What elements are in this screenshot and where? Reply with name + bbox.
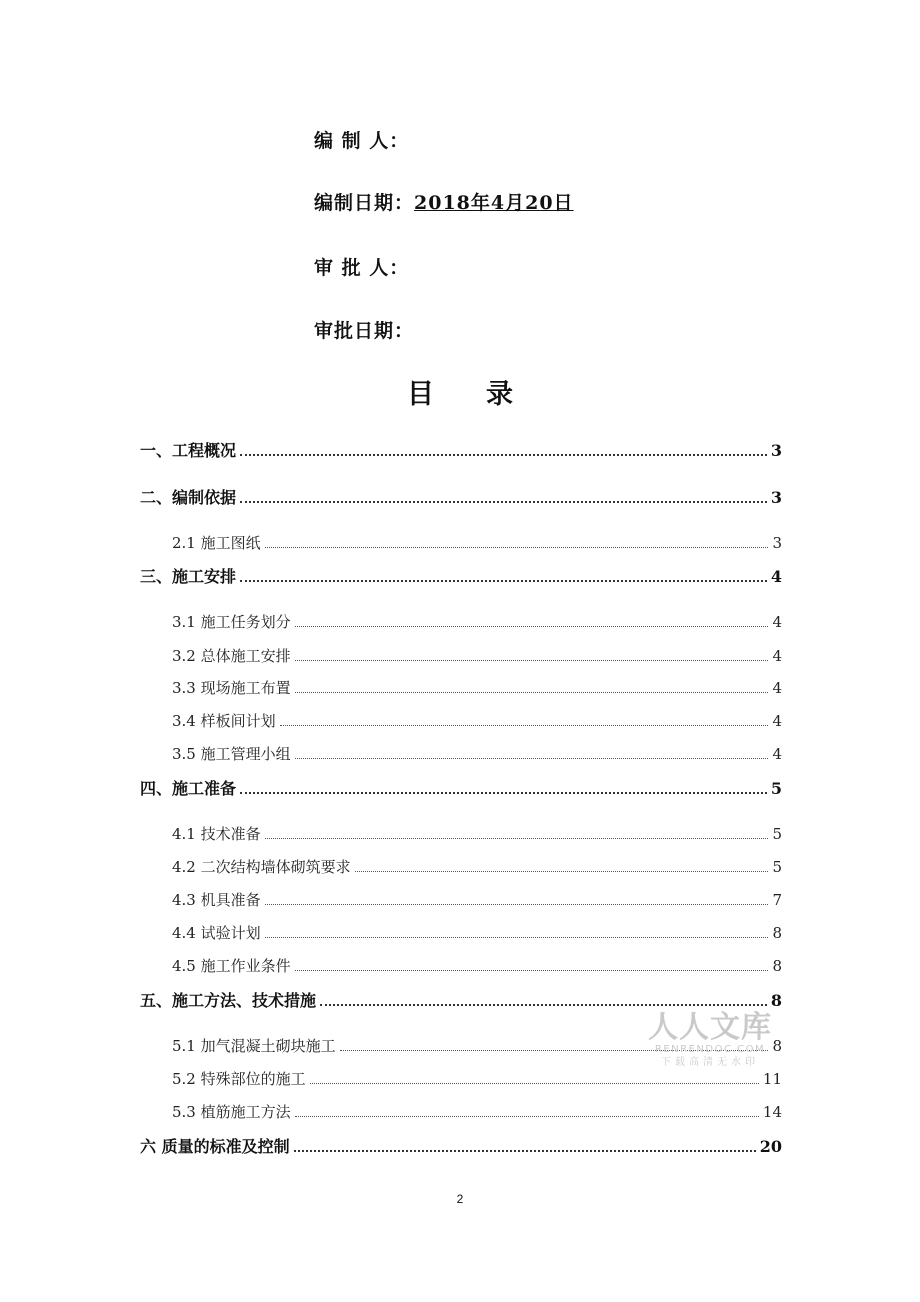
toc-title bbox=[0, 372, 920, 411]
toc-leader bbox=[295, 1115, 759, 1117]
toc-entry[interactable] bbox=[140, 438, 782, 461]
toc-entry-page: 4 bbox=[772, 613, 782, 631]
toc-entry-label: 4.1 技术准备 bbox=[172, 825, 261, 843]
toc-entry-page: 5 bbox=[772, 858, 782, 876]
toc-entry[interactable] bbox=[172, 677, 782, 698]
toc-entry[interactable] bbox=[172, 710, 782, 731]
compile-date-value: 2018年4月20日 bbox=[414, 192, 574, 214]
toc-entry-page: 8 bbox=[772, 957, 782, 975]
toc-entry-label: 3.1 施工任务划分 bbox=[172, 613, 291, 631]
toc-leader bbox=[265, 546, 768, 548]
toc-leader bbox=[310, 1082, 759, 1084]
toc-entry-page: 3 bbox=[770, 441, 782, 460]
toc-entry[interactable] bbox=[140, 485, 782, 508]
toc-entry-label: 3.2 总体施工安排 bbox=[172, 647, 291, 665]
toc-entry[interactable] bbox=[172, 856, 782, 877]
compile-date-label: 编制日期： bbox=[314, 192, 415, 214]
toc-entry-label: 5.3 植筋施工方法 bbox=[172, 1103, 291, 1121]
toc-entry[interactable] bbox=[140, 776, 782, 799]
toc-entry-page: 8 bbox=[772, 924, 782, 942]
toc-leader bbox=[240, 791, 767, 794]
toc-entry[interactable] bbox=[172, 532, 782, 553]
toc-entry-label: 二、编制依据 bbox=[140, 488, 237, 507]
toc-entry-label: 4.4 试验计划 bbox=[172, 924, 261, 942]
toc-title-char-1: 目 bbox=[407, 379, 434, 410]
toc-entry-page: 5 bbox=[770, 779, 782, 798]
toc-leader bbox=[280, 724, 768, 726]
toc-entry[interactable] bbox=[172, 743, 782, 764]
toc-leader bbox=[240, 453, 767, 456]
compiler-label: 编 制 人： bbox=[314, 130, 410, 152]
watermark-main: 人人文库 bbox=[648, 1010, 772, 1045]
toc-entry-page: 4 bbox=[772, 679, 782, 697]
toc-entry-page: 8 bbox=[770, 991, 782, 1010]
toc-entry[interactable] bbox=[172, 922, 782, 943]
toc-entry[interactable] bbox=[172, 611, 782, 632]
approve-date-line bbox=[314, 316, 414, 343]
compile-date-line bbox=[314, 188, 574, 215]
toc-leader bbox=[295, 969, 768, 971]
toc-entry[interactable] bbox=[140, 988, 782, 1011]
watermark-tagline: 下载高清无水印 bbox=[661, 1057, 759, 1068]
toc-leader bbox=[295, 691, 768, 693]
toc-title-char-2: 录 bbox=[486, 379, 513, 410]
toc-entry-page: 4 bbox=[772, 647, 782, 665]
watermark-logo bbox=[646, 1012, 774, 1070]
toc-entry-label: 5.2 特殊部位的施工 bbox=[172, 1070, 306, 1088]
toc-leader bbox=[295, 659, 768, 661]
toc-entry-label: 三、施工安排 bbox=[140, 567, 237, 586]
compiler-line bbox=[314, 126, 409, 153]
toc-entry-page: 7 bbox=[772, 891, 782, 909]
toc-entry-label: 一、工程概况 bbox=[140, 441, 237, 460]
toc-entry-label: 五、施工方法、技术措施 bbox=[140, 991, 317, 1010]
toc-entry-label: 2.1 施工图纸 bbox=[172, 534, 261, 552]
toc-leader bbox=[295, 625, 768, 627]
toc-entry[interactable] bbox=[172, 1101, 782, 1122]
toc-entry-label: 4.3 机具准备 bbox=[172, 891, 261, 909]
toc-leader bbox=[294, 1149, 756, 1152]
toc-entry-page: 20 bbox=[759, 1137, 782, 1156]
toc-entry-label: 3.3 现场施工布置 bbox=[172, 679, 291, 697]
toc-entry-label: 5.1 加气混凝土砌块施工 bbox=[172, 1037, 336, 1055]
toc-entry-label: 3.5 施工管理小组 bbox=[172, 745, 291, 763]
toc-entry-label: 4.2 二次结构墙体砌筑要求 bbox=[172, 858, 351, 876]
watermark-domain: RENRENDOC.COM bbox=[654, 1044, 766, 1055]
toc-entry-page: 8 bbox=[772, 1037, 782, 1055]
page-number: 2 bbox=[456, 1192, 464, 1206]
toc-entry[interactable] bbox=[172, 955, 782, 976]
toc-entry[interactable] bbox=[140, 564, 782, 587]
toc-entry-page: 14 bbox=[762, 1103, 782, 1121]
approve-date-label: 审批日期： bbox=[314, 320, 415, 342]
toc-entry-page: 5 bbox=[772, 825, 782, 843]
toc-entry-page: 3 bbox=[772, 534, 782, 552]
toc-entry-page: 11 bbox=[762, 1070, 782, 1088]
toc-entry[interactable] bbox=[172, 823, 782, 844]
toc-entry-label: 四、施工准备 bbox=[140, 779, 237, 798]
toc-entry-page: 3 bbox=[770, 488, 782, 507]
toc-entry-page: 4 bbox=[772, 745, 782, 763]
toc-leader bbox=[265, 903, 768, 905]
toc-entry-page: 4 bbox=[770, 567, 782, 586]
toc-leader bbox=[355, 870, 768, 872]
approver-line bbox=[314, 253, 409, 280]
toc-leader bbox=[240, 500, 767, 503]
toc-leader bbox=[240, 579, 767, 582]
toc-entry[interactable] bbox=[172, 645, 782, 666]
toc-leader bbox=[320, 1003, 767, 1006]
toc-entry-page: 4 bbox=[772, 712, 782, 730]
toc-leader bbox=[265, 837, 768, 839]
toc-entry[interactable] bbox=[172, 1068, 782, 1089]
toc-entry[interactable] bbox=[172, 889, 782, 910]
approver-label: 审 批 人： bbox=[314, 257, 410, 279]
toc-entry-label: 六 质量的标准及控制 bbox=[140, 1137, 290, 1156]
toc-leader bbox=[295, 757, 768, 759]
toc-leader bbox=[265, 936, 768, 938]
toc-entry-label: 3.4 样板间计划 bbox=[172, 712, 276, 730]
toc-entry-label: 4.5 施工作业条件 bbox=[172, 957, 291, 975]
toc-entry[interactable] bbox=[140, 1134, 782, 1157]
